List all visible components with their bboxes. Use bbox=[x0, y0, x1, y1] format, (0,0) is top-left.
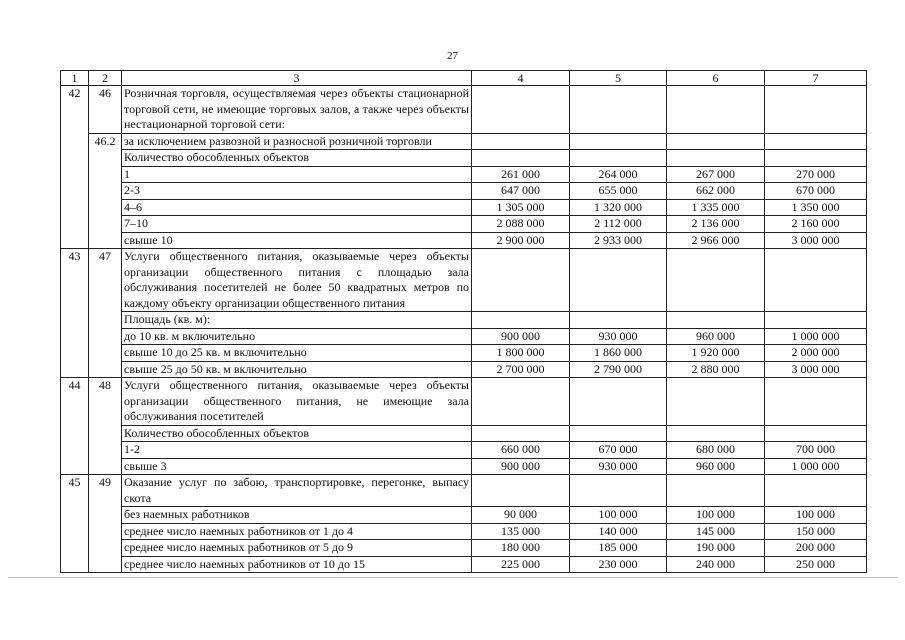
value-cell: 100 000 bbox=[667, 507, 765, 524]
value-cell: 670 000 bbox=[765, 183, 867, 200]
value-cell: 1 305 000 bbox=[472, 199, 570, 216]
value-cell: 1 860 000 bbox=[570, 345, 667, 362]
table-row bbox=[61, 523, 867, 540]
empty-cell bbox=[570, 86, 667, 134]
value-cell: 2 112 000 bbox=[570, 216, 667, 233]
value-cell: 2 160 000 bbox=[765, 216, 867, 233]
row-label: среднее число наемных работников от 10 до 15 bbox=[122, 556, 472, 573]
value-cell: 240 000 bbox=[667, 556, 765, 573]
section-title-row bbox=[61, 249, 867, 312]
value-cell: 200 000 bbox=[765, 540, 867, 557]
table-row bbox=[61, 442, 867, 459]
table-row bbox=[61, 166, 867, 183]
section-number: 43 bbox=[61, 249, 89, 378]
table-row bbox=[61, 507, 867, 524]
value-cell: 1 350 000 bbox=[765, 199, 867, 216]
table-row bbox=[61, 199, 867, 216]
group-label-row bbox=[61, 150, 867, 167]
empty-cell bbox=[570, 249, 667, 312]
empty-cell bbox=[472, 150, 570, 167]
value-cell: 150 000 bbox=[765, 523, 867, 540]
value-cell: 2 000 000 bbox=[765, 345, 867, 362]
section-title-row bbox=[61, 475, 867, 507]
value-cell: 900 000 bbox=[472, 458, 570, 475]
section-title: Услуги общественного питания, оказываемые через объекты организации общественного питания с площадью зала обслуживания посетителей не более 50 квадратных метров по каждому объекту организации общественного питания bbox=[122, 249, 472, 312]
table-row bbox=[61, 556, 867, 573]
table-row bbox=[61, 361, 867, 378]
row-label: среднее число наемных работников от 5 до 9 bbox=[122, 540, 472, 557]
value-cell: 960 000 bbox=[667, 328, 765, 345]
value-cell: 100 000 bbox=[570, 507, 667, 524]
section-title: Розничная торговля, осуществляемая через объекты стационарной торговой сети, не имеющие торговых залов, а также через объекты нестационарной торговой сети: bbox=[122, 86, 472, 134]
row-label: без наемных работников bbox=[122, 507, 472, 524]
empty-cell bbox=[472, 249, 570, 312]
table-row bbox=[61, 183, 867, 200]
row-label: 4–6 bbox=[122, 199, 472, 216]
section-code: 48 bbox=[89, 378, 122, 475]
row-label: свыше 10 до 25 кв. м включительно bbox=[122, 345, 472, 362]
section-code: 47 bbox=[89, 249, 122, 378]
empty-cell bbox=[765, 378, 867, 426]
value-cell: 1 000 000 bbox=[765, 328, 867, 345]
value-cell: 930 000 bbox=[570, 328, 667, 345]
value-cell: 1 000 000 bbox=[765, 458, 867, 475]
empty-cell bbox=[667, 312, 765, 329]
empty-cell bbox=[667, 249, 765, 312]
scan-rule-line bbox=[8, 577, 898, 578]
group-label: Площадь (кв. м): bbox=[122, 312, 472, 329]
group-label: Количество обособленных объектов bbox=[122, 425, 472, 442]
header-cell: 1 bbox=[61, 71, 89, 86]
header-cell: 5 bbox=[570, 71, 667, 86]
empty-cell bbox=[472, 378, 570, 426]
value-cell: 185 000 bbox=[570, 540, 667, 557]
table-row bbox=[61, 345, 867, 362]
empty-cell bbox=[667, 86, 765, 134]
value-cell: 145 000 bbox=[667, 523, 765, 540]
empty-cell bbox=[570, 475, 667, 507]
value-cell: 100 000 bbox=[765, 507, 867, 524]
value-cell: 2 790 000 bbox=[570, 361, 667, 378]
group-label-row bbox=[61, 425, 867, 442]
value-cell: 2 933 000 bbox=[570, 232, 667, 249]
empty-cell bbox=[765, 133, 867, 150]
row-label: 1 bbox=[122, 166, 472, 183]
value-cell: 180 000 bbox=[472, 540, 570, 557]
header-row bbox=[61, 71, 867, 86]
value-cell: 1 800 000 bbox=[472, 345, 570, 362]
empty-cell bbox=[667, 475, 765, 507]
value-cell: 261 000 bbox=[472, 166, 570, 183]
value-cell: 2 966 000 bbox=[667, 232, 765, 249]
empty-cell bbox=[472, 475, 570, 507]
value-cell: 3 000 000 bbox=[765, 232, 867, 249]
section-number: 44 bbox=[61, 378, 89, 475]
row-label: 1-2 bbox=[122, 442, 472, 459]
section-number: 45 bbox=[61, 475, 89, 573]
table-row bbox=[61, 540, 867, 557]
value-cell: 2 900 000 bbox=[472, 232, 570, 249]
value-cell: 1 920 000 bbox=[667, 345, 765, 362]
section-title-row bbox=[61, 378, 867, 426]
value-cell: 230 000 bbox=[570, 556, 667, 573]
value-cell: 700 000 bbox=[765, 442, 867, 459]
empty-cell bbox=[765, 249, 867, 312]
group-label-row bbox=[61, 312, 867, 329]
header-cell: 2 bbox=[89, 71, 122, 86]
empty-cell bbox=[472, 86, 570, 134]
value-cell: 670 000 bbox=[570, 442, 667, 459]
section-title: Услуги общественного питания, оказываемые через объекты организации общественного питания, не имеющие зала обслуживания посетителей bbox=[122, 378, 472, 426]
row-label: свыше 10 bbox=[122, 232, 472, 249]
value-cell: 140 000 bbox=[570, 523, 667, 540]
subsection-title: за исключением развозной и разносной розничной торговли bbox=[122, 133, 472, 150]
empty-cell bbox=[765, 425, 867, 442]
table-row bbox=[61, 458, 867, 475]
value-cell: 90 000 bbox=[472, 507, 570, 524]
empty-cell bbox=[570, 150, 667, 167]
empty-cell bbox=[667, 133, 765, 150]
value-cell: 267 000 bbox=[667, 166, 765, 183]
value-cell: 2 136 000 bbox=[667, 216, 765, 233]
table-row bbox=[61, 232, 867, 249]
empty-cell bbox=[667, 150, 765, 167]
empty-cell bbox=[667, 378, 765, 426]
row-label: до 10 кв. м включительно bbox=[122, 328, 472, 345]
tariff-table bbox=[60, 70, 867, 573]
empty-cell bbox=[765, 150, 867, 167]
value-cell: 660 000 bbox=[472, 442, 570, 459]
header-cell: 7 bbox=[765, 71, 867, 86]
empty-cell bbox=[765, 475, 867, 507]
value-cell: 1 320 000 bbox=[570, 199, 667, 216]
value-cell: 270 000 bbox=[765, 166, 867, 183]
page-number: 27 bbox=[447, 50, 458, 62]
header-cell: 6 bbox=[667, 71, 765, 86]
value-cell: 655 000 bbox=[570, 183, 667, 200]
value-cell: 960 000 bbox=[667, 458, 765, 475]
group-label: Количество обособленных объектов bbox=[122, 150, 472, 167]
row-label: свыше 25 до 50 кв. м включительно bbox=[122, 361, 472, 378]
section-title-row bbox=[61, 86, 867, 134]
empty-cell bbox=[570, 425, 667, 442]
value-cell: 680 000 bbox=[667, 442, 765, 459]
value-cell: 225 000 bbox=[472, 556, 570, 573]
empty-cell bbox=[570, 133, 667, 150]
value-cell: 2 880 000 bbox=[667, 361, 765, 378]
value-cell: 930 000 bbox=[570, 458, 667, 475]
row-label: среднее число наемных работников от 1 до 4 bbox=[122, 523, 472, 540]
empty-cell bbox=[472, 312, 570, 329]
value-cell: 647 000 bbox=[472, 183, 570, 200]
section-code: 49 bbox=[89, 475, 122, 573]
empty-cell bbox=[667, 425, 765, 442]
value-cell: 1 335 000 bbox=[667, 199, 765, 216]
empty-cell bbox=[765, 86, 867, 134]
section-number: 42 bbox=[61, 86, 89, 249]
row-label: 7–10 bbox=[122, 216, 472, 233]
value-cell: 135 000 bbox=[472, 523, 570, 540]
value-cell: 190 000 bbox=[667, 540, 765, 557]
value-cell: 250 000 bbox=[765, 556, 867, 573]
row-label: 2-3 bbox=[122, 183, 472, 200]
header-cell: 4 bbox=[472, 71, 570, 86]
empty-cell bbox=[570, 312, 667, 329]
empty-cell bbox=[472, 425, 570, 442]
empty-cell bbox=[472, 133, 570, 150]
value-cell: 2 700 000 bbox=[472, 361, 570, 378]
header-cell: 3 bbox=[122, 71, 472, 86]
value-cell: 264 000 bbox=[570, 166, 667, 183]
row-label: свыше 3 bbox=[122, 458, 472, 475]
table-row bbox=[61, 216, 867, 233]
subsection-code: 46.2 bbox=[89, 133, 122, 249]
empty-cell bbox=[570, 378, 667, 426]
value-cell: 3 000 000 bbox=[765, 361, 867, 378]
section-title: Оказание услуг по забою, транспортировке, перегонке, выпасу скота bbox=[122, 475, 472, 507]
table-row bbox=[61, 328, 867, 345]
empty-cell bbox=[765, 312, 867, 329]
value-cell: 2 088 000 bbox=[472, 216, 570, 233]
value-cell: 662 000 bbox=[667, 183, 765, 200]
subsection-row bbox=[61, 133, 867, 150]
section-code: 46 bbox=[89, 86, 122, 134]
value-cell: 900 000 bbox=[472, 328, 570, 345]
